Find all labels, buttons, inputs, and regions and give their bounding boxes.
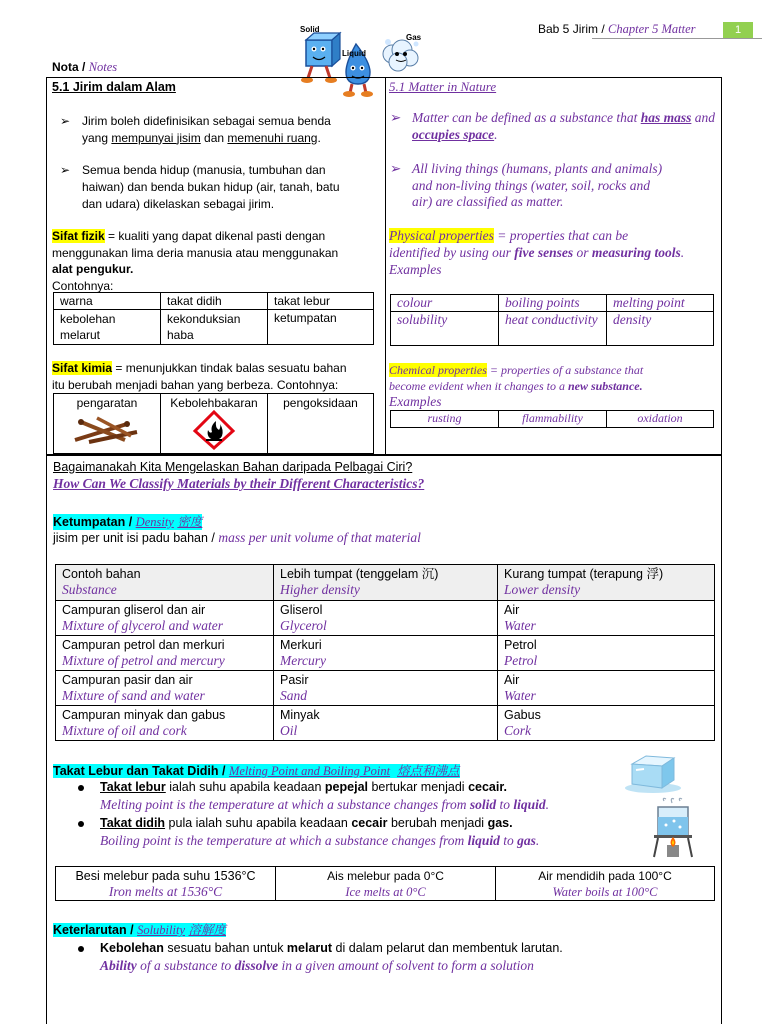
gas-mascot-icon — [383, 33, 422, 71]
density-table — [55, 564, 715, 741]
melting-point-english: Melting point is the temperature at which a substance changes from solid to liquid. — [100, 797, 549, 812]
melting-boiling-heading: Takat Lebur dan Takat Didih / Melting Point and Boiling Point 熔点和沸点 — [53, 764, 460, 778]
boiling-point-malay: Takat didih pula ialah suhu apabila keadaan cecair berubah menjadi gas. — [100, 816, 513, 830]
nota-label: Nota / Notes — [52, 60, 118, 74]
column-divider — [385, 77, 386, 455]
page-number-badge: 1 — [723, 22, 753, 38]
solubility-english: Ability of a substance to dissolve in a given amount of solvent to form a solution — [100, 958, 534, 973]
header-divider — [592, 38, 762, 39]
table-row: Campuran minyak dan gabus Mixture of oil and cork Minyak Oil Gabus Cork — [56, 706, 715, 741]
classify-question-english: How Can We Classify Materials by their Different Characteristics? — [53, 476, 425, 491]
boiling-beaker-icon — [648, 797, 698, 868]
melting-point-malay: Takat lebur ialah suhu apabila keadaan pepejal bertukar menjadi cecair. — [100, 780, 507, 794]
flammable-hazard-icon — [192, 410, 236, 450]
right-living-things: ➢ All living things (humans, plants and animals) and non-living things (water, soil, rocks and air) are classified as matter. — [390, 161, 663, 209]
density-definition: jisim per unit isi padu bahan / mass per unit volume of that material — [53, 530, 421, 545]
solubility-heading: Keterlarutan / Solubility 溶解度 — [53, 923, 226, 937]
svg-text:Liquid: Liquid — [342, 49, 366, 58]
chemical-properties-table: rusting flammability oxidation — [390, 410, 714, 428]
left-heading: 5.1 Jirim dalam Alam — [52, 80, 176, 94]
bullet-icon — [78, 946, 84, 952]
left-living-things: ➢ Semua benda hidup (manusia, tumbuhan dan haiwan) dan benda bukan hidup (air, tanah, batu dan udara) dikelaskan sebagai jirim. — [60, 163, 340, 211]
physical-properties-table: colour boiling points melting point solubility heat conductivity density — [390, 294, 714, 346]
physical-properties-text: Physical properties = properties that can be identified by using our five senses or measuring tools. Examples — [389, 228, 685, 277]
table-row: Campuran pasir dan air Mixture of sand and water Pasir Sand Air Water — [56, 671, 715, 706]
density-table-header: Contoh bahan Substance Lebih tumpat (tenggelam 沉) Higher density Kurang tumpat (terapung 浮) Lower density — [56, 565, 715, 601]
sifat-fizik-table: warna takat didih takat lebur kebolehan melarut kekonduksian haba ketumpatan — [53, 292, 374, 345]
right-definition: ➢ Matter can be defined as a substance that has mass and occupies space. — [390, 110, 715, 142]
rusty-nails-icon — [67, 410, 147, 446]
sifat-kimia-table: pengaratan Kebolehbakaran pengoksidaan — [53, 393, 374, 454]
bullet-icon — [78, 821, 84, 827]
sifat-fizik-text: Sifat fizik = kualiti yang dapat dikenal pasti dengan menggunakan lima deria manusia atau menggunakan alat pengukur. Contohnya: — [52, 229, 339, 293]
table-row: Campuran gliserol dan air Mixture of glycerol and water Gliserol Glycerol Air Water — [56, 601, 715, 636]
solid-mascot-icon — [300, 25, 340, 83]
boiling-point-english: Boiling point is the temperature at which a substance changes from liquid to gas. — [100, 833, 540, 848]
sifat-kimia-text: Sifat kimia = menunjukkan tindak balas sesuatu bahan itu berubah menjadi bahan yang berbeza. Contohnya: — [52, 361, 347, 392]
table-row: Campuran petrol dan merkuri Mixture of petrol and mercury Merkuri Mercury Petrol Petrol — [56, 636, 715, 671]
chemical-properties-text: Chemical properties = properties of a substance that become evident when it changes to a new substance. Examples — [389, 363, 644, 409]
header-title — [538, 22, 696, 37]
ice-cube-icon — [622, 750, 684, 799]
classify-question-malay: Bagaimanakah Kita Mengelaskan Bahan daripada Pelbagai Ciri? — [53, 460, 413, 474]
density-heading: Ketumpatan / Density 密度 — [53, 515, 203, 529]
header-title-malay: Bab 5 Jirim / — [538, 22, 605, 36]
svg-text:Gas: Gas — [406, 33, 422, 42]
arrow-bullet-icon: ➢ — [60, 114, 71, 128]
svg-text:Solid: Solid — [300, 25, 320, 34]
solubility-malay: Kebolehan sesuatu bahan untuk melarut di dalam pelarut dan membentuk larutan. — [100, 941, 563, 955]
bullet-icon — [78, 785, 84, 791]
right-heading: 5.1 Matter in Nature — [389, 79, 497, 94]
header-title-english: Chapter 5 Matter — [608, 22, 696, 36]
arrow-bullet-icon: ➢ — [60, 163, 71, 177]
left-definition: ➢ Jirim boleh didefinisikan sebagai semua benda yang mempunyai jisim dan memenuhi ruang. — [60, 114, 331, 145]
arrow-bullet-icon: ➢ — [390, 110, 402, 125]
melting-boiling-examples-table: Besi melebur pada suhu 1536°C Iron melts at 1536°C Ais melebur pada 0°C Ice melts at 0°C Air mendidih pada 100°C Water boils at 100°C — [55, 866, 715, 901]
arrow-bullet-icon: ➢ — [390, 161, 402, 176]
